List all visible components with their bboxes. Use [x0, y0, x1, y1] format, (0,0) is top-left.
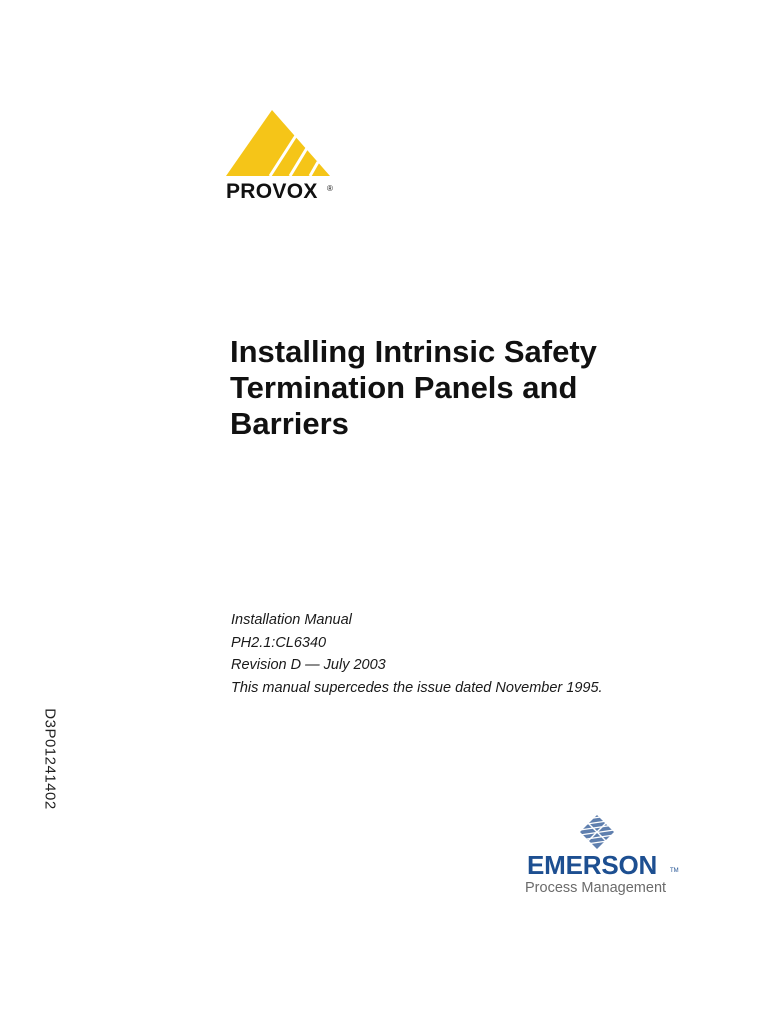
registered-mark: ® — [327, 184, 333, 193]
emerson-globe-logo-icon — [580, 814, 614, 850]
title-line-3: Barriers — [230, 406, 349, 441]
side-document-code: D3P01241402 — [41, 708, 59, 810]
supersedes-note: This manual supercedes the issue dated November 1995. — [231, 679, 603, 696]
provox-triangle-logo-icon — [226, 110, 332, 176]
revision-line: Revision D — July 2003 — [231, 657, 386, 673]
document-title — [230, 334, 670, 442]
doc-type: Installation Manual — [231, 612, 352, 628]
trademark-mark: TM — [670, 868, 679, 874]
doc-number: PH2.1:CL6340 — [231, 634, 327, 651]
manual-info-block — [231, 609, 671, 699]
title-line-1: Installing Intrinsic Safety — [230, 334, 597, 369]
provox-logo — [222, 110, 334, 204]
emerson-wordmark: EMERSON — [527, 850, 658, 880]
emerson-division: Process Management — [525, 880, 667, 896]
title-line-2: Termination Panels and — [230, 370, 578, 405]
emerson-logo — [520, 814, 690, 906]
provox-wordmark: PROVOX — [226, 180, 318, 203]
